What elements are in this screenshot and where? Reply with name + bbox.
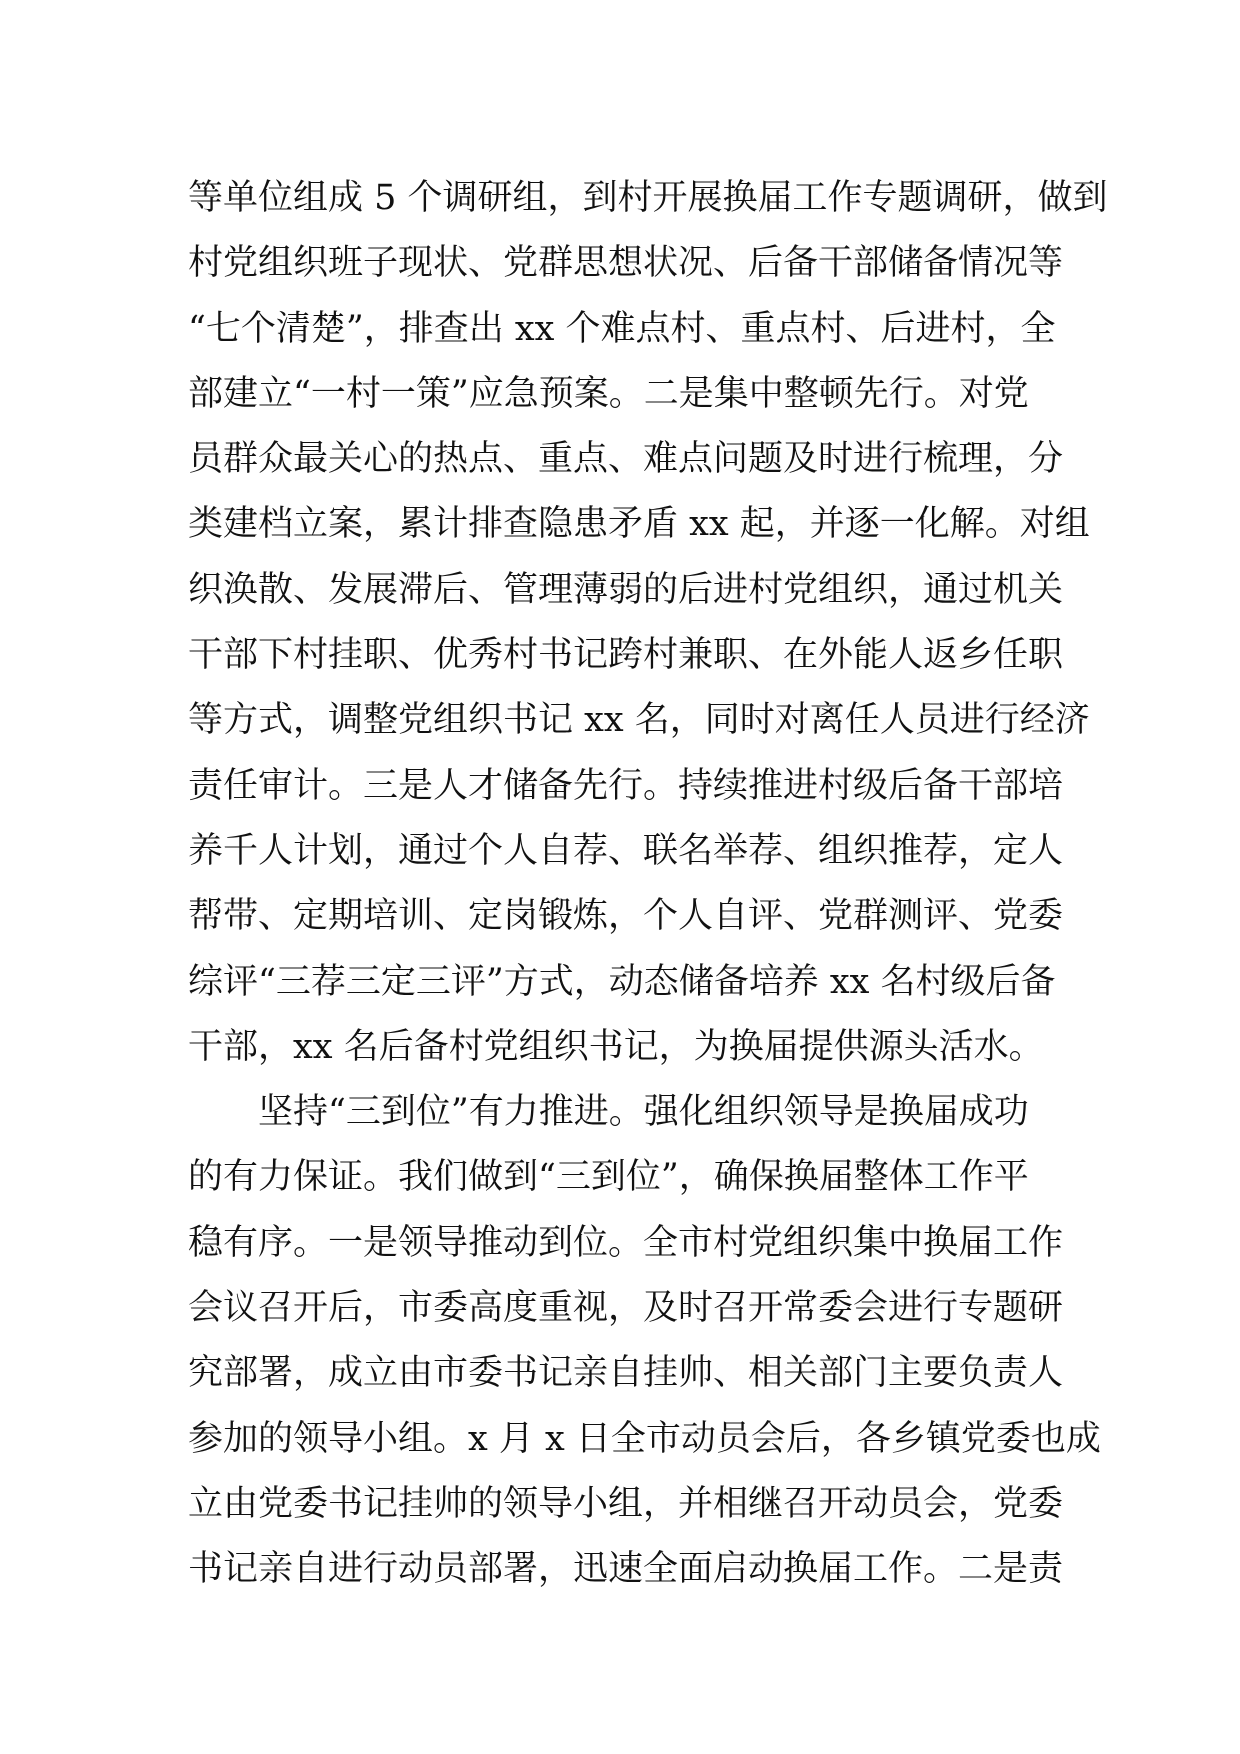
text-line: 会议召开后，市委高度重视，及时召开常委会进行专题研: [188, 1288, 1064, 1329]
text-line: 究部署，成立由市委书记亲自挂帅、相关部门主要负责人: [188, 1353, 1064, 1394]
text-line: 部建立“一村一策”应急预案。二是集中整顿先行。对党: [188, 373, 1029, 414]
text-line: 织涣散、发展滞后、管理薄弱的后进村党组织，通过机关: [188, 569, 1064, 610]
text-line: 的有力保证。我们做到“三到位”，确保换届整体工作平: [188, 1157, 1029, 1198]
text-line: 责任审计。三是人才储备先行。持续推进村级后备干部培: [188, 765, 1064, 806]
text-line: 帮带、定期培训、定岗锻炼，个人自评、党群测评、党委: [188, 896, 1064, 937]
text-line: 立由党委书记挂帅的领导小组，并相继召开动员会，党委: [188, 1483, 1064, 1524]
text-line: 员群众最关心的热点、重点、难点问题及时进行梳理，分: [188, 439, 1064, 480]
text-line: 书记亲自进行动员部署，迅速全面启动换届工作。二是责: [188, 1549, 1064, 1590]
text-line: 干部下村挂职、优秀村书记跨村兼职、在外能人返乡任职: [188, 635, 1064, 676]
text-line: 参加的领导小组。x 月 x 日全市动员会后，各乡镇党委也成: [188, 1418, 1101, 1459]
text-line: 村党组织班子现状、党群思想状况、后备干部储备情况等: [188, 243, 1064, 284]
paragraph-1: [188, 166, 1108, 1080]
text-line: 养千人计划，通过个人自荐、联名举荐、组织推荐，定人: [188, 830, 1064, 871]
text-line: 综评“三荐三定三评”方式，动态储备培养 xx 名村级后备: [188, 961, 1056, 1002]
text-line: 稳有序。一是领导推动到位。全市村党组织集中换届工作: [188, 1222, 1064, 1263]
text-line: 干部，xx 名后备村党组织书记，为换届提供源头活水。: [188, 1026, 1044, 1067]
text-line: 等方式，调整党组织书记 xx 名，同时对离任人员进行经济: [188, 700, 1090, 741]
paragraph-2: [188, 1080, 1101, 1602]
text-line: 坚持“三到位”有力推进。强化组织领导是换届成功: [258, 1092, 1029, 1133]
text-line: “七个清楚”，排查出 xx 个难点村、重点村、后进村，全: [188, 308, 1056, 349]
text-line: 等单位组成 5 个调研组，到村开展换届工作专题调研，做到: [188, 178, 1108, 218]
text-line: 类建档立案，累计排查隐患矛盾 xx 起，并逐一化解。对组: [188, 504, 1090, 545]
body-text: [188, 166, 1108, 1603]
